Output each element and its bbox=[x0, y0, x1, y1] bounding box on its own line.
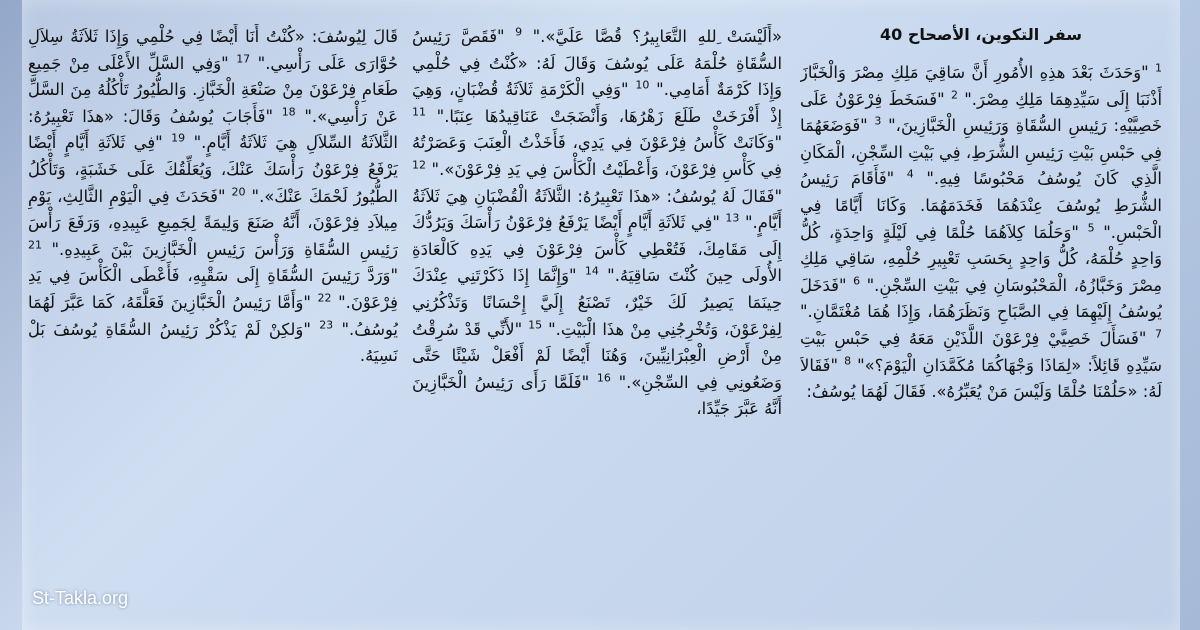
verse-number: 4 bbox=[906, 167, 914, 181]
verse-text: "وَحَدَثَ بَعْدَ هذِهِ الأُمُورِ أَنَّ سَاقِيَ مَلِكِ مِصْرَ وَالْخَبَّازَ أَذْنَبَا إِلَى سَيِّدِهِمَا مَلِكِ مِصْرَ." bbox=[800, 63, 1162, 109]
verse-number: 19 bbox=[171, 131, 186, 145]
verse-text: "لأَنِّي قَدْ سُرِقْتُ مِنْ أَرْضِ الْعِبْرَانِيِّينَ، وَهُنَا أَيْضًا لَمْ أَفْعَلْ شَيْئًا حَتَّى وَضَعُونِي فِي السِّجْنِ»." bbox=[412, 319, 782, 392]
verse-text: "فَأَجَابَ يُوسُفُ وَقَالَ: «هذَا تَعْبِيرُهُ: الثَّلاَثَةُ السِّلاَلِ هِيَ ثَلاَثَةُ أَيَّامٍ." bbox=[28, 106, 398, 153]
verse-number: 23 bbox=[319, 318, 334, 332]
column-left bbox=[28, 24, 398, 624]
verse-number: 13 bbox=[725, 211, 740, 225]
verse-text: "فَقَصَّ رَئِيسُ السُّقَاةِ حُلْمَهُ عَلَى يُوسُفَ وَقَالَ لَهُ: «كُنْتُ فِي حُلْمِي وَإِذَا كَرْمَةٌ أَمَامِي." bbox=[412, 27, 782, 100]
verse-number: 10 bbox=[635, 78, 650, 92]
verse-text: "فَقَالاَ لَهُ: «حَلُمْنَا حُلْمًا وَلَيْسَ مَنْ يُعَبِّرُهُ». فَقَالَ لَهُمَا يُوسُفُ: bbox=[800, 355, 1162, 402]
site-watermark: St-Takla.org bbox=[32, 588, 129, 608]
verse-number: 3 bbox=[874, 114, 882, 128]
verse-text: "فَوَضَعَهُمَا فِي حَبْسِ بَيْتِ رَئِيسِ الشُّرَطِ، فِي بَيْتِ السِّجْنِ، الْمَكَانِ الَّذِي كَانَ يُوسُفُ مَحْبُوسًا فِيهِ." bbox=[800, 116, 1162, 189]
verse-text: "فَلَمَّا رَأَى رَئِيسُ الْخَبَّازِينَ أَنَّهُ عَبَّرَ جَيِّدًا، bbox=[412, 372, 782, 419]
verse-number: 11 bbox=[412, 105, 426, 119]
verse-number: 5 bbox=[1087, 221, 1095, 235]
verse-text: "فَدَخَلَ يُوسُفُ إِلَيْهِمَا فِي الصَّبَاحِ وَنَظَرَهُمَا، وَإِذَا هُمَا مُغْتَمَّانِ." bbox=[800, 275, 1162, 322]
verse-number: 2 bbox=[950, 88, 958, 102]
column-middle bbox=[412, 24, 782, 624]
verse-number: 8 bbox=[844, 354, 852, 368]
verse-text: "وَحَلُمَا كِلاَهُمَا حُلْمًا فِي لَيْلَةٍ وَاحِدَةٍ، كُلُّ وَاحِدٍ حُلْمَهُ، كُلُّ وَاحِدٍ بِحَسَبِ تَعْبِيرِ حُلْمِهِ، سَاقِي مَلِكِ مِصْرَ وَخَبَّازُهُ، الْمَحْبُوسَانِ فِي بَيْتِ السِّجْنِ." bbox=[800, 222, 1162, 295]
verse-number: 21 bbox=[28, 238, 42, 252]
verse-number: 9 bbox=[515, 25, 523, 39]
verse-text: "وَكَانَتْ كَأْسُ فِرْعَوْنَ فِي يَدِي، فَأَخَذْتُ الْعِنَبَ وَعَصَرْتُهُ فِي كَأْسِ فِرْعَوْنَ، وَأَعْطَيْتُ الْكَأْسَ فِي يَدِ فِرْعَوْنَ»." bbox=[412, 133, 782, 179]
verse-text: "وَأَمَّا رَئِيسُ الْخَبَّازِينَ فَعَلَّقَهُ، كَمَا عَبَّرَ لَهُمَا يُوسُفُ." bbox=[28, 292, 398, 339]
verse-number: 12 bbox=[412, 158, 426, 172]
column-right bbox=[800, 22, 1162, 622]
verse-text: قَالَ لِيُوسُفَ: «كُنْتُ أَنَا أَيْضًا فِي حُلْمِي وَإِذَا ثَلاَثَةُ سِلاَلِ حُوَّارَى عَلَى رَأْسِي." bbox=[28, 27, 398, 73]
verse-text: "فَأَقَامَ رَئِيسُ الشُّرَطِ يُوسُفَ عِنْدَهُمَا فَخَدَمَهُمَا. وَكَانَا أَيَّامًا فِي الْحَبْسِ." bbox=[800, 169, 1162, 242]
verse-text: "وَرَدَّ رَئِيسَ السُّقَاةِ إِلَى سَقْيِهِ، فَأَعْطَى الْكَأْسَ فِي يَدِ فِرْعَوْنَ." bbox=[28, 266, 398, 312]
verse-text: "فَسَخَطَ فِرْعَوْنُ عَلَى خَصِيَّيْهِ: رَئِيسِ السُّقَاةِ وَرَئِيسِ الْخَبَّازِينَ،" bbox=[800, 89, 1162, 136]
verse-text: "فَسَأَلَ خَصِيَّيْ فِرْعَوْنَ اللَّذَيْنِ مَعَهُ فِي حَبْسِ بَيْتِ سَيِّدِهِ قَائِلاً: «لِمَاذَا وَجْهَاكُمَا مُكَمَّدَانِ الْيَوْمَ؟»" bbox=[800, 328, 1162, 375]
chapter-title: سفر التكوين، الأصحاح 40 bbox=[880, 25, 1082, 44]
verse-text: "فَقَالَ لَهُ يُوسُفُ: «هذَا تَعْبِيرُهُ: الثَّلاَثَةُ الْقُضْبَانِ هِيَ ثَلاَثَةُ أَيَّامٍ." bbox=[412, 186, 782, 233]
verse-number: 14 bbox=[584, 264, 599, 278]
verse-number: 20 bbox=[231, 185, 246, 199]
verse-number: 18 bbox=[281, 105, 296, 119]
verse-number: 1 bbox=[1155, 61, 1162, 75]
verse-text: "وَفِي الْكَرْمَةِ ثَلاَثَةُ قُضْبَانٍ، وَهِيَ إِذْ أَفْرَخَتْ طَلَعَ زَهْرُهَا، وَأَنْضَجَتْ عَنَاقِيدُهَا عِنَبًا." bbox=[412, 80, 782, 126]
verse-text: «أَلَيْسَتْ ِللهِ التَّعَابِيرُ؟ قُصَّا عَلَيَّ»." bbox=[532, 27, 782, 46]
verse-text: "فِي ثَلاَثَةِ أَيَّامٍ أَيْضًا يَرْفَعُ فِرْعَوْنُ رَأْسَكَ عَنْكَ، وَيُعَلِّقُكَ عَلَى خَشَبَةٍ، وَتَأْكُلُ الطُّيُورُ لَحْمَكَ عَنْكَ»." bbox=[28, 133, 398, 206]
verse-number: 22 bbox=[317, 291, 332, 305]
verse-number: 17 bbox=[236, 52, 251, 66]
verse-number: 15 bbox=[528, 318, 543, 332]
verse-number: 7 bbox=[1155, 327, 1162, 341]
verse-text: "وَفِي السَّلِّ الأَعْلَى مِنْ جَمِيعِ طَعَامِ فِرْعَوْنَ مِنْ صَنْعَةِ الْخَبَّازِ. وَالطُّيُورُ تَأْكُلُهُ مِنَ السَّلِّ عَنْ رَأْسِي»." bbox=[28, 53, 398, 126]
verse-text: "فِي ثَلاَثَةِ أَيَّامٍ أَيْضًا يَرْفَعُ فِرْعَوْنُ رَأْسَكَ وَيَرُدُّكَ إِلَى مَقَامِكَ، فَتُعْطِي كَأْسَ فِرْعَوْنَ فِي يَدِهِ كَالْعَادَةِ الأُولَى حِينَ كُنْتَ سَاقِيَهُ." bbox=[412, 213, 782, 286]
verse-text: "وَلكِنْ لَمْ يَذْكُرْ رَئِيسُ السُّقَاةِ يُوسُفَ بَلْ نَسِيَهُ. bbox=[28, 319, 398, 366]
verse-text: "وَإِنَّمَا إِذَا ذَكَرْتَنِي عِنْدَكَ حِينَمَا يَصِيرُ لَكَ خَيْرٌ، تَصْنَعُ إِلَيَّ إِحْسَانًا وَتَذْكُرُنِي لِفِرْعَوْنَ، وَتُخْرِجُنِي مِنْ هذَا الْبَيْتِ." bbox=[412, 266, 782, 339]
verse-number: 6 bbox=[853, 274, 861, 288]
verse-number: 16 bbox=[596, 371, 611, 385]
verse-text: "فَحَدَثَ فِي الْيَوْمِ الثَّالِثِ، يَوْمِ مِيلاَدِ فِرْعَوْنَ، أَنَّهُ صَنَعَ وَلِيمَةً لِجَمِيعِ عَبِيدِهِ، وَرَفَعَ رَأْسَ رَئِيسِ السُّقَاةِ وَرَأْسَ رَئِيسِ الْخَبَّازِينَ بَيْنَ عَبِيدِهِ." bbox=[28, 186, 398, 259]
